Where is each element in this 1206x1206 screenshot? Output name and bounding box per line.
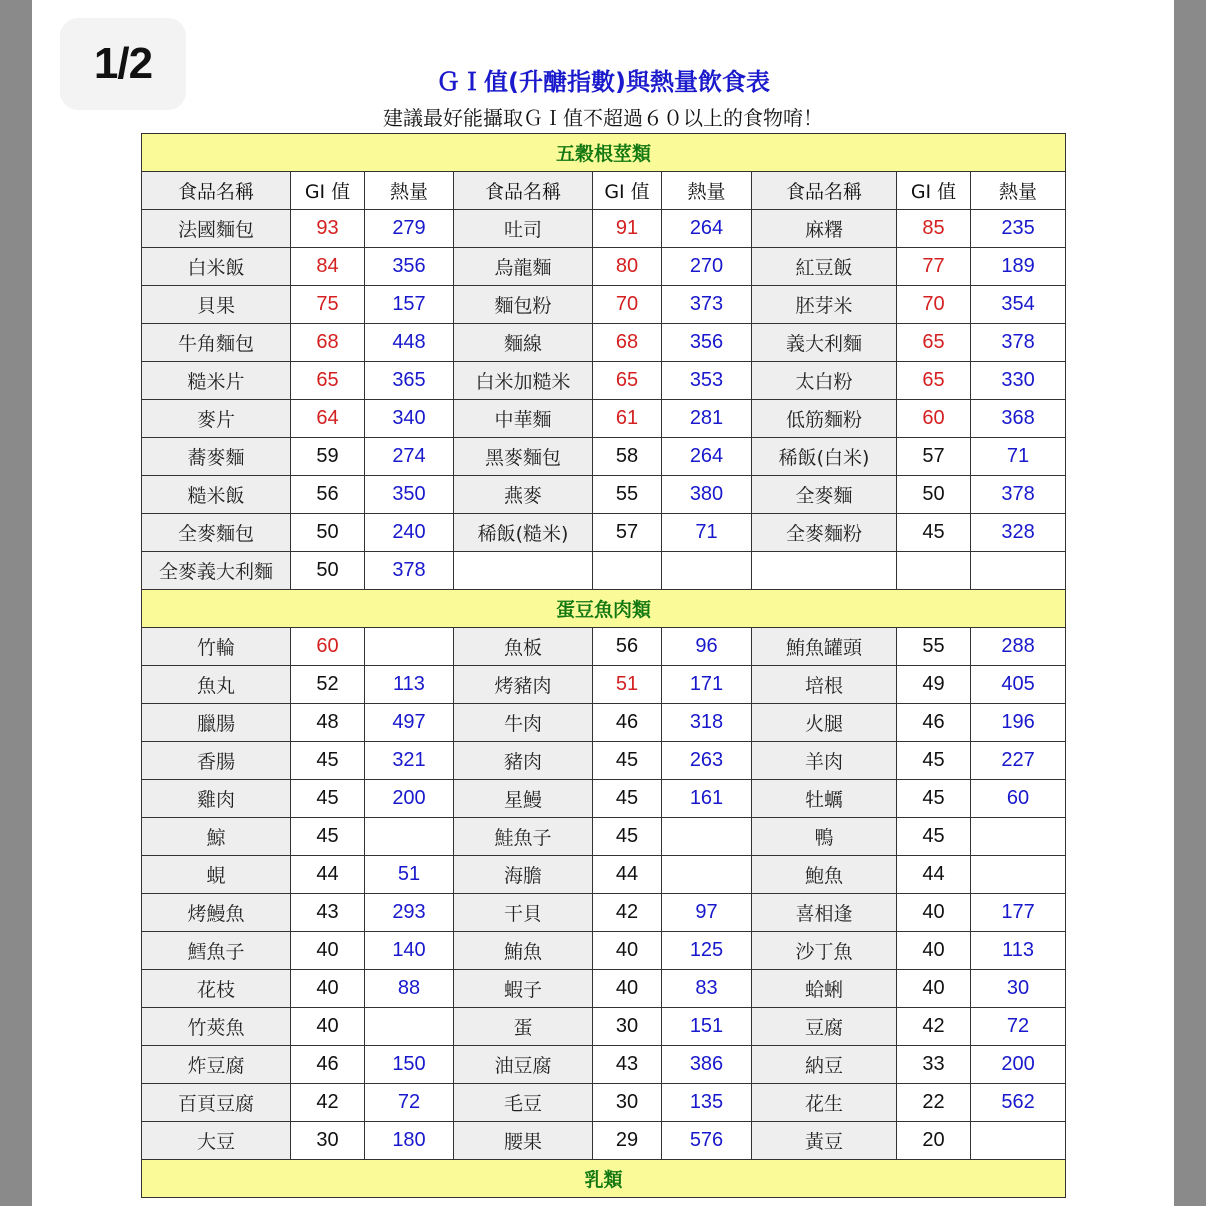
section-header-row [142, 134, 1066, 172]
calorie-cell: 96 [662, 628, 752, 666]
gi-value-cell: 50 [897, 476, 971, 514]
food-name-cell: 麵包粉 [454, 286, 593, 324]
calorie-cell: 386 [662, 1046, 752, 1084]
calorie-cell: 171 [662, 666, 752, 704]
food-name-cell: 全麥麵包 [142, 514, 291, 552]
gi-value-cell: 91 [593, 210, 662, 248]
gi-value-cell: 68 [291, 324, 365, 362]
table-row [142, 210, 1066, 248]
gi-value-cell: 40 [291, 1008, 365, 1046]
table-row [142, 1084, 1066, 1122]
table-row [142, 666, 1066, 704]
calorie-cell: 71 [971, 438, 1066, 476]
food-name-cell: 法國麵包 [142, 210, 291, 248]
calorie-cell: 30 [971, 970, 1066, 1008]
gi-value-cell: 77 [897, 248, 971, 286]
food-name-cell: 太白粉 [752, 362, 897, 400]
column-header-row [142, 172, 1066, 210]
food-name-cell: 鱈魚子 [142, 932, 291, 970]
calorie-cell: 279 [365, 210, 454, 248]
calorie-cell: 200 [365, 780, 454, 818]
calorie-cell: 72 [365, 1084, 454, 1122]
food-name-cell: 豬肉 [454, 742, 593, 780]
calorie-cell: 180 [365, 1122, 454, 1160]
food-name-cell: 白米飯 [142, 248, 291, 286]
food-name-cell: 火腿 [752, 704, 897, 742]
gi-value-cell: 44 [593, 856, 662, 894]
food-name-cell: 黑麥麵包 [454, 438, 593, 476]
calorie-cell: 177 [971, 894, 1066, 932]
calorie-cell: 113 [365, 666, 454, 704]
calorie-cell: 497 [365, 704, 454, 742]
gi-value-cell: 45 [897, 742, 971, 780]
food-name-cell: 香腸 [142, 742, 291, 780]
calorie-cell [662, 818, 752, 856]
food-name-cell: 星鰻 [454, 780, 593, 818]
food-name-cell: 海膽 [454, 856, 593, 894]
table-row [142, 362, 1066, 400]
gi-value-cell: 45 [897, 780, 971, 818]
food-name-cell: 稀飯(白米) [752, 438, 897, 476]
food-name-cell: 鮪魚 [454, 932, 593, 970]
gi-value-cell: 40 [897, 932, 971, 970]
calorie-cell: 263 [662, 742, 752, 780]
calorie-cell: 365 [365, 362, 454, 400]
food-name-cell: 干貝 [454, 894, 593, 932]
calorie-cell: 328 [971, 514, 1066, 552]
gi-value-cell: 42 [291, 1084, 365, 1122]
table-row [142, 400, 1066, 438]
calorie-cell: 368 [971, 400, 1066, 438]
calorie-cell [971, 552, 1066, 590]
food-name-cell: 烤鰻魚 [142, 894, 291, 932]
gi-value-cell: 42 [897, 1008, 971, 1046]
gi-value-cell: 43 [291, 894, 365, 932]
food-name-cell: 毛豆 [454, 1084, 593, 1122]
section-title: 乳類 [142, 1160, 1066, 1198]
calorie-cell: 562 [971, 1084, 1066, 1122]
food-name-cell: 臘腸 [142, 704, 291, 742]
calorie-cell: 60 [971, 780, 1066, 818]
food-name-cell: 貝果 [142, 286, 291, 324]
food-name-cell: 黃豆 [752, 1122, 897, 1160]
table-row [142, 818, 1066, 856]
food-name-cell: 牡蠣 [752, 780, 897, 818]
gi-value-cell: 45 [291, 780, 365, 818]
food-name-cell: 牛肉 [454, 704, 593, 742]
column-header-calories: 熱量 [971, 172, 1066, 210]
table-row [142, 932, 1066, 970]
food-name-cell: 鮪魚罐頭 [752, 628, 897, 666]
food-name-cell: 喜相逢 [752, 894, 897, 932]
gi-value-cell: 65 [897, 324, 971, 362]
calorie-cell: 151 [662, 1008, 752, 1046]
food-name-cell: 烏龍麵 [454, 248, 593, 286]
food-name-cell: 鴨 [752, 818, 897, 856]
gi-value-cell: 46 [291, 1046, 365, 1084]
calorie-cell [971, 1122, 1066, 1160]
calorie-cell: 97 [662, 894, 752, 932]
food-name-cell: 蜆 [142, 856, 291, 894]
calorie-cell [662, 856, 752, 894]
column-header-name: 食品名稱 [454, 172, 593, 210]
gi-value-cell: 45 [593, 742, 662, 780]
calorie-cell: 353 [662, 362, 752, 400]
gi-value-cell: 42 [593, 894, 662, 932]
calorie-cell: 240 [365, 514, 454, 552]
gi-value-cell: 65 [897, 362, 971, 400]
gi-value-cell: 55 [897, 628, 971, 666]
food-name-cell: 花生 [752, 1084, 897, 1122]
calorie-cell: 281 [662, 400, 752, 438]
gi-value-cell: 45 [593, 818, 662, 856]
gi-value-cell: 68 [593, 324, 662, 362]
gi-value-cell: 40 [897, 970, 971, 1008]
page-title: ＧＩ值(升醣指數)與熱量飲食表 [436, 68, 770, 96]
food-name-cell: 竹輪 [142, 628, 291, 666]
gi-value-cell: 60 [291, 628, 365, 666]
food-name-cell: 雞肉 [142, 780, 291, 818]
food-name-cell: 麵線 [454, 324, 593, 362]
calorie-cell: 318 [662, 704, 752, 742]
gi-value-cell: 64 [291, 400, 365, 438]
column-header-calories: 熱量 [662, 172, 752, 210]
food-name-cell: 全麥麵 [752, 476, 897, 514]
calorie-cell: 330 [971, 362, 1066, 400]
calorie-cell: 135 [662, 1084, 752, 1122]
gi-value-cell: 75 [291, 286, 365, 324]
calorie-cell: 264 [662, 438, 752, 476]
gi-value-cell: 80 [593, 248, 662, 286]
calorie-cell: 378 [365, 552, 454, 590]
food-name-cell: 紅豆飯 [752, 248, 897, 286]
gi-value-cell: 43 [593, 1046, 662, 1084]
calorie-cell: 140 [365, 932, 454, 970]
table-row [142, 628, 1066, 666]
gi-value-cell: 45 [291, 742, 365, 780]
gi-value-cell: 56 [593, 628, 662, 666]
gi-value-cell: 52 [291, 666, 365, 704]
column-header-gi: GI 值 [897, 172, 971, 210]
food-name-cell: 蛋 [454, 1008, 593, 1046]
food-name-cell: 油豆腐 [454, 1046, 593, 1084]
gi-value-cell: 51 [593, 666, 662, 704]
food-name-cell: 牛角麵包 [142, 324, 291, 362]
food-name-cell: 培根 [752, 666, 897, 704]
calorie-cell: 150 [365, 1046, 454, 1084]
food-name-cell: 白米加糙米 [454, 362, 593, 400]
calorie-cell: 373 [662, 286, 752, 324]
gi-value-cell: 40 [593, 932, 662, 970]
table-row [142, 742, 1066, 780]
table-row [142, 438, 1066, 476]
gi-value-cell: 70 [897, 286, 971, 324]
gi-value-cell: 40 [897, 894, 971, 932]
gi-value-cell: 57 [593, 514, 662, 552]
section-title: 蛋豆魚肉類 [142, 590, 1066, 628]
table-row [142, 780, 1066, 818]
calorie-cell [971, 856, 1066, 894]
table-row [142, 286, 1066, 324]
food-name-cell: 百頁豆腐 [142, 1084, 291, 1122]
gi-value-cell: 48 [291, 704, 365, 742]
calorie-cell [365, 628, 454, 666]
calorie-cell: 235 [971, 210, 1066, 248]
calorie-cell: 200 [971, 1046, 1066, 1084]
gi-calorie-table [141, 133, 1066, 1198]
calorie-cell: 113 [971, 932, 1066, 970]
calorie-cell: 380 [662, 476, 752, 514]
calorie-cell: 227 [971, 742, 1066, 780]
food-name-cell: 鮭魚子 [454, 818, 593, 856]
calorie-cell: 354 [971, 286, 1066, 324]
calorie-cell: 264 [662, 210, 752, 248]
food-name-cell: 鮑魚 [752, 856, 897, 894]
calorie-cell: 356 [662, 324, 752, 362]
gi-value-cell: 44 [291, 856, 365, 894]
gi-value-cell: 50 [291, 514, 365, 552]
gi-value-cell: 45 [291, 818, 365, 856]
calorie-cell: 274 [365, 438, 454, 476]
food-name-cell: 花枝 [142, 970, 291, 1008]
calorie-cell [365, 818, 454, 856]
food-name-cell: 稀飯(糙米) [454, 514, 593, 552]
gi-value-cell: 55 [593, 476, 662, 514]
food-name-cell: 燕麥 [454, 476, 593, 514]
gi-value-cell: 56 [291, 476, 365, 514]
column-header-gi: GI 值 [291, 172, 365, 210]
gi-value-cell: 30 [593, 1084, 662, 1122]
gi-value-cell: 85 [897, 210, 971, 248]
food-name-cell: 腰果 [454, 1122, 593, 1160]
food-name-cell: 沙丁魚 [752, 932, 897, 970]
food-name-cell: 全麥義大利麵 [142, 552, 291, 590]
gi-value-cell [897, 552, 971, 590]
calorie-cell: 189 [971, 248, 1066, 286]
calorie-cell: 321 [365, 742, 454, 780]
food-name-cell: 低筋麵粉 [752, 400, 897, 438]
gi-value-cell: 45 [897, 514, 971, 552]
food-name-cell: 義大利麵 [752, 324, 897, 362]
column-header-name: 食品名稱 [142, 172, 291, 210]
calorie-cell: 270 [662, 248, 752, 286]
gi-value-cell: 30 [593, 1008, 662, 1046]
column-header-gi: GI 值 [593, 172, 662, 210]
table-row [142, 476, 1066, 514]
section-header-row [142, 590, 1066, 628]
calorie-cell: 196 [971, 704, 1066, 742]
gi-value-cell: 29 [593, 1122, 662, 1160]
food-name-cell: 吐司 [454, 210, 593, 248]
food-name-cell: 羊肉 [752, 742, 897, 780]
food-name-cell: 全麥麵粉 [752, 514, 897, 552]
calorie-cell: 356 [365, 248, 454, 286]
calorie-cell: 405 [971, 666, 1066, 704]
page-counter-badge: 1/2 [60, 18, 186, 110]
table-row [142, 324, 1066, 362]
calorie-cell: 293 [365, 894, 454, 932]
calorie-cell: 51 [365, 856, 454, 894]
calorie-cell: 88 [365, 970, 454, 1008]
section-title: 五穀根莖類 [142, 134, 1066, 172]
gi-value-cell: 30 [291, 1122, 365, 1160]
food-name-cell: 大豆 [142, 1122, 291, 1160]
gi-value-cell: 22 [897, 1084, 971, 1122]
calorie-cell: 340 [365, 400, 454, 438]
food-name-cell: 糙米飯 [142, 476, 291, 514]
calorie-cell: 350 [365, 476, 454, 514]
gi-value-cell: 65 [593, 362, 662, 400]
gi-value-cell: 40 [291, 932, 365, 970]
gi-value-cell: 50 [291, 552, 365, 590]
gi-value-cell: 70 [593, 286, 662, 324]
gi-value-cell: 46 [593, 704, 662, 742]
table-row [142, 552, 1066, 590]
food-name-cell: 蛤蜊 [752, 970, 897, 1008]
food-name-cell: 鯨 [142, 818, 291, 856]
gi-value-cell: 46 [897, 704, 971, 742]
column-header-name: 食品名稱 [752, 172, 897, 210]
calorie-cell: 72 [971, 1008, 1066, 1046]
gi-value-cell: 84 [291, 248, 365, 286]
calorie-cell [365, 1008, 454, 1046]
gi-value-cell: 40 [593, 970, 662, 1008]
food-name-cell: 炸豆腐 [142, 1046, 291, 1084]
gi-value-cell: 44 [897, 856, 971, 894]
table-row [142, 248, 1066, 286]
table-row [142, 1122, 1066, 1160]
page-subtitle: 建議最好能攝取ＧＩ值不超過６０以上的食物唷！ [383, 106, 823, 130]
gi-value-cell: 45 [897, 818, 971, 856]
column-header-calories: 熱量 [365, 172, 454, 210]
table-row [142, 514, 1066, 552]
calorie-cell: 161 [662, 780, 752, 818]
calorie-cell: 71 [662, 514, 752, 552]
food-name-cell: 糙米片 [142, 362, 291, 400]
gi-value-cell: 59 [291, 438, 365, 476]
gi-value-cell: 49 [897, 666, 971, 704]
section-header-row [142, 1160, 1066, 1198]
gi-value-cell: 20 [897, 1122, 971, 1160]
calorie-cell: 576 [662, 1122, 752, 1160]
food-name-cell: 蝦子 [454, 970, 593, 1008]
gi-value-cell: 33 [897, 1046, 971, 1084]
food-name-cell: 竹莢魚 [142, 1008, 291, 1046]
gi-value-cell: 93 [291, 210, 365, 248]
calorie-cell: 378 [971, 324, 1066, 362]
gi-value-cell: 65 [291, 362, 365, 400]
food-name-cell: 胚芽米 [752, 286, 897, 324]
calorie-cell: 288 [971, 628, 1066, 666]
calorie-cell [971, 818, 1066, 856]
calorie-cell: 157 [365, 286, 454, 324]
table-row [142, 856, 1066, 894]
calorie-cell: 448 [365, 324, 454, 362]
food-name-cell: 納豆 [752, 1046, 897, 1084]
table-row [142, 1008, 1066, 1046]
food-name-cell: 中華麵 [454, 400, 593, 438]
food-name-cell: 麻糬 [752, 210, 897, 248]
food-name-cell: 魚丸 [142, 666, 291, 704]
food-name-cell: 麥片 [142, 400, 291, 438]
gi-value-cell: 58 [593, 438, 662, 476]
calorie-cell [662, 552, 752, 590]
calorie-cell: 378 [971, 476, 1066, 514]
gi-value-cell: 57 [897, 438, 971, 476]
food-name-cell: 蕎麥麵 [142, 438, 291, 476]
table-row [142, 970, 1066, 1008]
food-name-cell [752, 552, 897, 590]
food-name-cell: 魚板 [454, 628, 593, 666]
table-row [142, 1046, 1066, 1084]
food-name-cell: 烤豬肉 [454, 666, 593, 704]
calorie-cell: 83 [662, 970, 752, 1008]
table-row [142, 704, 1066, 742]
food-name-cell: 豆腐 [752, 1008, 897, 1046]
gi-value-cell [593, 552, 662, 590]
gi-value-cell: 60 [897, 400, 971, 438]
gi-value-cell: 40 [291, 970, 365, 1008]
calorie-cell: 125 [662, 932, 752, 970]
gi-value-cell: 61 [593, 400, 662, 438]
gi-value-cell: 45 [593, 780, 662, 818]
food-name-cell [454, 552, 593, 590]
table-row [142, 894, 1066, 932]
